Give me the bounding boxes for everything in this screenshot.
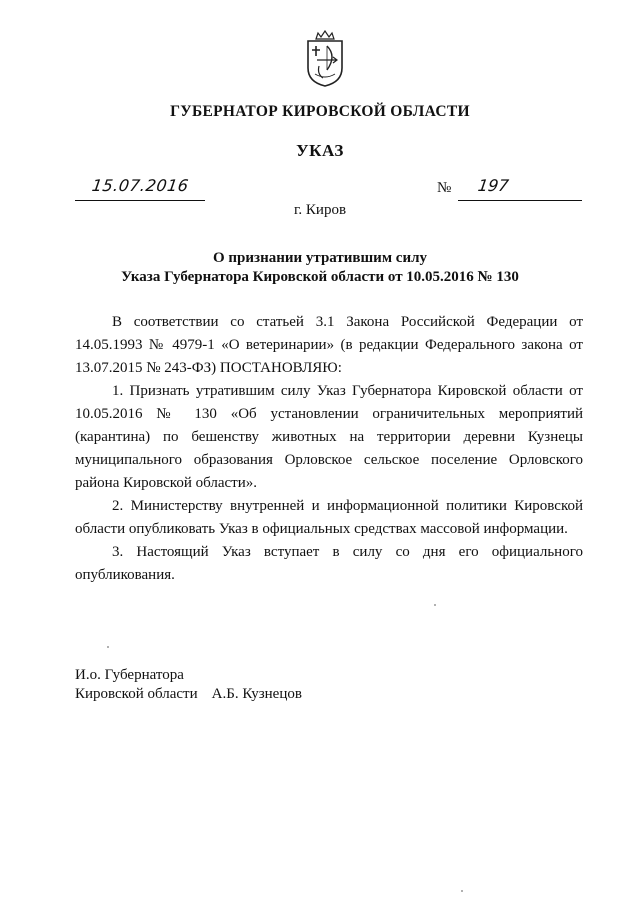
document-number: 197 bbox=[476, 176, 510, 195]
city: г. Киров bbox=[293, 202, 347, 218]
scan-speck bbox=[461, 890, 463, 892]
preamble-paragraph: В соответствии со статьей 3.1 Закона Российской Федерации от 14.05.1993 № 4979-1 «О ветеринарии» (в редакции Федерального закона от 13.07.2015 № 243-ФЗ) ПОСТАНОВЛЯЮ: bbox=[75, 314, 583, 376]
scan-speck bbox=[107, 646, 109, 648]
date-field bbox=[75, 176, 205, 201]
signature-block bbox=[75, 666, 302, 704]
title-line-2: Указа Губернатора Кировской области от 10.05.2016 № 130 bbox=[121, 269, 519, 285]
signatory-name: А.Б. Кузнецов bbox=[211, 686, 302, 702]
title-line-1: О признании утратившим силу bbox=[213, 250, 427, 266]
item-3-paragraph: 3. Настоящий Указ вступает в силу со дня его официального опубликования. bbox=[75, 544, 583, 583]
issuing-authority: ГУБЕРНАТОР КИРОВСКОЙ ОБЛАСТИ bbox=[170, 103, 470, 120]
document-body bbox=[75, 311, 583, 587]
number-field bbox=[458, 176, 582, 201]
signatory-position-line-1: И.о. Губернатора bbox=[75, 667, 184, 683]
document-type: УКАЗ bbox=[296, 141, 344, 160]
coat-of-arms-icon bbox=[303, 30, 347, 88]
document-title bbox=[0, 249, 640, 287]
number-label: № bbox=[437, 180, 452, 196]
item-1-paragraph: 1. Признать утратившим силу Указ Губернатора Кировской области от 10.05.2016 № 130 «Об установлении ограничительных мероприятий (карантина) по бешенству животных на территории деревни Кузнецы муниципального образования Орловское сельское поселение Орловского района Кировской области». bbox=[75, 383, 583, 491]
signatory-position-line-2: Кировской области bbox=[75, 686, 198, 702]
document-date: 15.07.2016 bbox=[90, 176, 190, 195]
item-2-paragraph: 2. Министерству внутренней и информационной политики Кировской области опубликовать Указ в официальных средствах массовой информации. bbox=[75, 498, 583, 537]
scan-speck bbox=[434, 604, 436, 606]
